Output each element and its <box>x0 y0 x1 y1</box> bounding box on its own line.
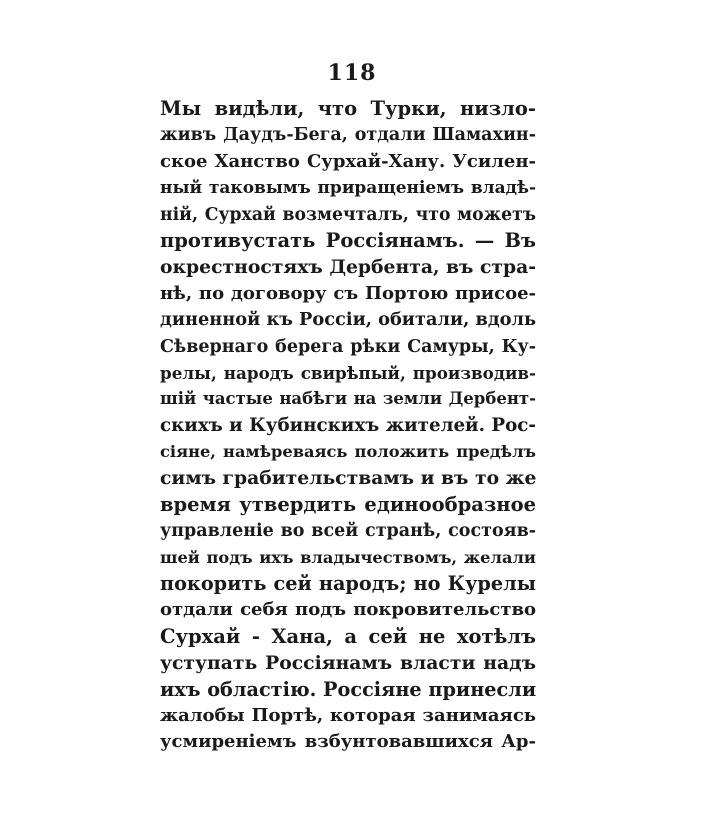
text-line: усмиреніемъ взбунтовавшихся Ар- <box>160 731 536 753</box>
page-number: 118 <box>327 60 377 86</box>
body-text <box>160 96 536 756</box>
text-line: диненной къ Россіи, обитали, вдоль <box>160 309 537 331</box>
text-line: симъ грабительствамъ и въ то же <box>160 467 537 490</box>
text-line: релы, народъ свирѣпый, производив- <box>160 362 536 383</box>
text-line: Мы видѣли, что Турки, низло- <box>160 97 536 120</box>
text-line: уступать Россіянамъ власти надъ <box>160 652 536 675</box>
text-line: нѣ, по договору съ Портою присое- <box>160 282 536 304</box>
text-line: управленіе во всей странѣ, состояв- <box>160 521 536 542</box>
text-line: скихъ и Кубинскихъ жителей. Рос- <box>160 414 536 436</box>
text-line: Сѣвернаго берега рѣки Самуры, Ку- <box>160 336 536 357</box>
text-line: время утвердить единообразное <box>160 492 536 516</box>
text-line: отдали себя подъ покровительство <box>160 599 536 621</box>
text-line: сіяне, намѣреваясь положить предѣлъ <box>160 442 536 462</box>
text-line: ній, Сурхай возмечталъ, что можетъ <box>160 204 536 225</box>
text-line: ихъ областію. Россіяне принесли <box>160 677 537 701</box>
text-line: ское Ханство Сурхай-Хану. Усилен- <box>160 150 536 172</box>
text-line: шій частые набѣги на земли Дербент- <box>160 389 536 409</box>
text-line: покорить сей народъ; но Курелы <box>160 572 536 596</box>
text-line: жалобы Портѣ, которая занимаясь <box>160 704 536 726</box>
text-line: противустать Россіянамъ. — Въ <box>160 228 536 252</box>
text-line: Сурхай - Хана, а сей не хотѣлъ <box>160 624 536 648</box>
text-line: живъ Даудъ-Бега, отдали Шамахин- <box>160 125 536 146</box>
text-line: шей подъ ихъ владычествомъ, желали <box>160 547 536 567</box>
text-line: ный таковымъ приращеніемъ владѣ- <box>160 178 536 199</box>
text-line: окрестностяхъ Дербента, въ стра- <box>160 256 537 279</box>
